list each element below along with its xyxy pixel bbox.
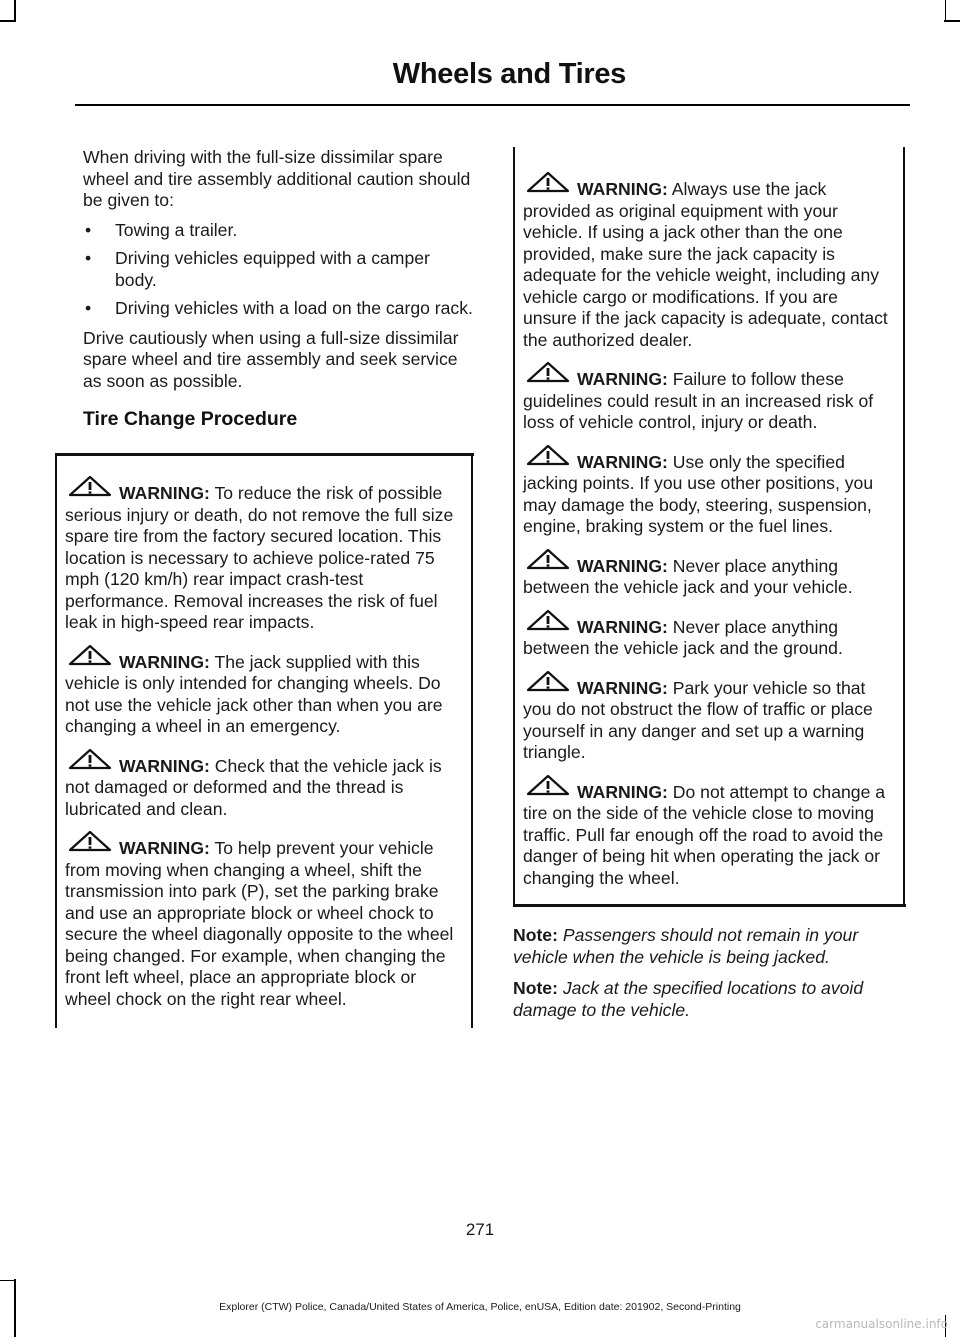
- footer-text: Explorer (CTW) Police, Canada/United States of America, Police, enUSA, Edition date: 201902, Second-Printing: [219, 1301, 741, 1313]
- body-paragraph: Drive cautiously when using a full-size dissimilar spare wheel and tire assembly and seek service as soon as possible.: [83, 327, 459, 391]
- warning-label: WARNING:: [577, 179, 668, 199]
- warning-item: [523, 179, 895, 351]
- note-label: Note:: [513, 978, 558, 998]
- warning-text: Never place anything between the vehicle jack and your vehicle.: [523, 555, 853, 597]
- list-item: • Driving vehicles equipped with a camper body.: [85, 248, 430, 290]
- warning-text: Failure to follow these guidelines could result in an increased risk of loss of vehicle control, injury or death.: [523, 369, 874, 432]
- warning-triangle-icon: [523, 609, 573, 631]
- warning-text: Park your vehicle so that you do not obstruct the flow of traffic or place yourself in any danger and set up a warning triangle.: [523, 677, 873, 762]
- notes-section: [513, 925, 905, 1021]
- warning-text: The jack supplied with this vehicle is only intended for changing wheels. Do not use the vehicle jack other than when you are changing a wheel in an emergency.: [65, 651, 443, 736]
- bullet-list: [83, 220, 473, 320]
- box-bottom-rule: [513, 904, 906, 907]
- crop-mark: [0, 1280, 16, 1282]
- bullet-dot: •: [85, 298, 92, 318]
- warning-label: WARNING:: [119, 651, 210, 672]
- warning-label: WARNING:: [577, 616, 668, 637]
- warning-triangle-icon: [523, 361, 573, 383]
- warning-item: [523, 452, 895, 538]
- warning-label: WARNING:: [119, 483, 210, 503]
- warning-item: [65, 483, 463, 634]
- warning-box: [513, 147, 905, 907]
- intro-paragraph: When driving with the full-size dissimilar spare wheel and tire assembly additional caution should be given to:: [83, 147, 471, 210]
- warning-triangle-icon: [65, 644, 115, 666]
- box-top-rule: [55, 453, 474, 456]
- warning-triangle-icon: [523, 444, 573, 466]
- warning-triangle-icon: [65, 475, 115, 497]
- warning-triangle-icon: [65, 830, 115, 852]
- note-text: Jack at the specified locations to avoid damage to the vehicle.: [513, 978, 864, 1020]
- warning-item: [523, 369, 895, 434]
- warning-item: [523, 782, 895, 890]
- warning-triangle-icon: [523, 670, 573, 692]
- watermark[interactable]: carmanualsonline.info: [815, 1317, 948, 1331]
- warning-item: [65, 756, 463, 821]
- warning-triangle-icon: [523, 171, 573, 193]
- note-label: Note:: [513, 925, 558, 945]
- warning-label: WARNING:: [577, 369, 668, 389]
- bullet-dot: •: [85, 219, 92, 240]
- warning-text: To help prevent your vehicle from moving when changing a wheel, shift the transmission into park (P), set the parking brake and use an appropriate block or wheel chock to secure the wheel diagonally opposite to the wheel being changed. For example, when changing the front left wheel, place an appropriate block or wheel chock on the right rear wheel.: [65, 838, 454, 1009]
- warning-label: WARNING:: [577, 781, 668, 802]
- crop-mark: [0, 20, 16, 22]
- warning-item: [523, 678, 895, 764]
- warning-box: [55, 453, 473, 1028]
- left-column: [65, 147, 473, 1028]
- header-divider: [75, 104, 910, 106]
- crop-mark: [945, 0, 947, 22]
- warning-label: WARNING:: [577, 451, 668, 472]
- list-item: • Driving vehicles with a load on the cargo rack.: [85, 298, 473, 318]
- warning-text: Check that the vehicle jack is not damaged or deformed and the thread is lubricated and clean.: [65, 755, 442, 819]
- warning-item: [523, 617, 895, 660]
- right-column: [513, 147, 905, 1031]
- warning-triangle-icon: [65, 748, 115, 770]
- warning-label: WARNING:: [119, 755, 210, 776]
- warning-text: Use only the specified jacking points. If you use other positions, you may damage the body, steering, suspension, engine, braking system or the fuel lines.: [523, 451, 874, 536]
- warning-text: Never place anything between the vehicle jack and the ground.: [523, 616, 843, 658]
- warning-item: [523, 556, 895, 599]
- note-paragraph: [513, 925, 905, 968]
- warning-text: To reduce the risk of possible serious injury or death, do not remove the full size spare tire from the factory secured location. This location is necessary to achieve police-rated 75 mph (120 km/h) rear impact crash-test performance. Removal increases the risk of fuel leak in high-speed rear impacts.: [65, 483, 454, 632]
- page-title: Wheels and Tires: [392, 58, 626, 90]
- page-number: 271: [465, 1220, 495, 1239]
- warning-triangle-icon: [523, 774, 573, 796]
- warning-label: WARNING:: [119, 838, 210, 858]
- warning-item: [65, 838, 463, 1010]
- warning-label: WARNING:: [577, 555, 668, 576]
- crop-mark: [944, 20, 960, 22]
- warning-item: [65, 652, 463, 738]
- list-item: • Towing a trailer.: [85, 219, 238, 240]
- note-paragraph: [513, 978, 905, 1021]
- crop-mark: [14, 0, 16, 22]
- bullet-dot: •: [85, 248, 92, 268]
- warning-text: Do not attempt to change a tire on the side of the vehicle close to moving traffic. Pull far enough off the road to avoid the danger of being hit when operating the jack or changing the wheel.: [523, 781, 886, 888]
- warning-triangle-icon: [523, 548, 573, 570]
- warning-label: WARNING:: [577, 677, 668, 698]
- warning-text: Always use the jack provided as original equipment with your vehicle. If using a jack other than the one provided, make sure the jack capacity is adequate for the vehicle weight, including any vehicle cargo or modifications. If you are unsure if the jack capacity is adequate, contact the authorized dealer.: [523, 179, 888, 350]
- note-text: Passengers should not remain in your vehicle when the vehicle is being jacked.: [513, 925, 859, 967]
- section-heading: Tire Change Procedure: [83, 408, 298, 430]
